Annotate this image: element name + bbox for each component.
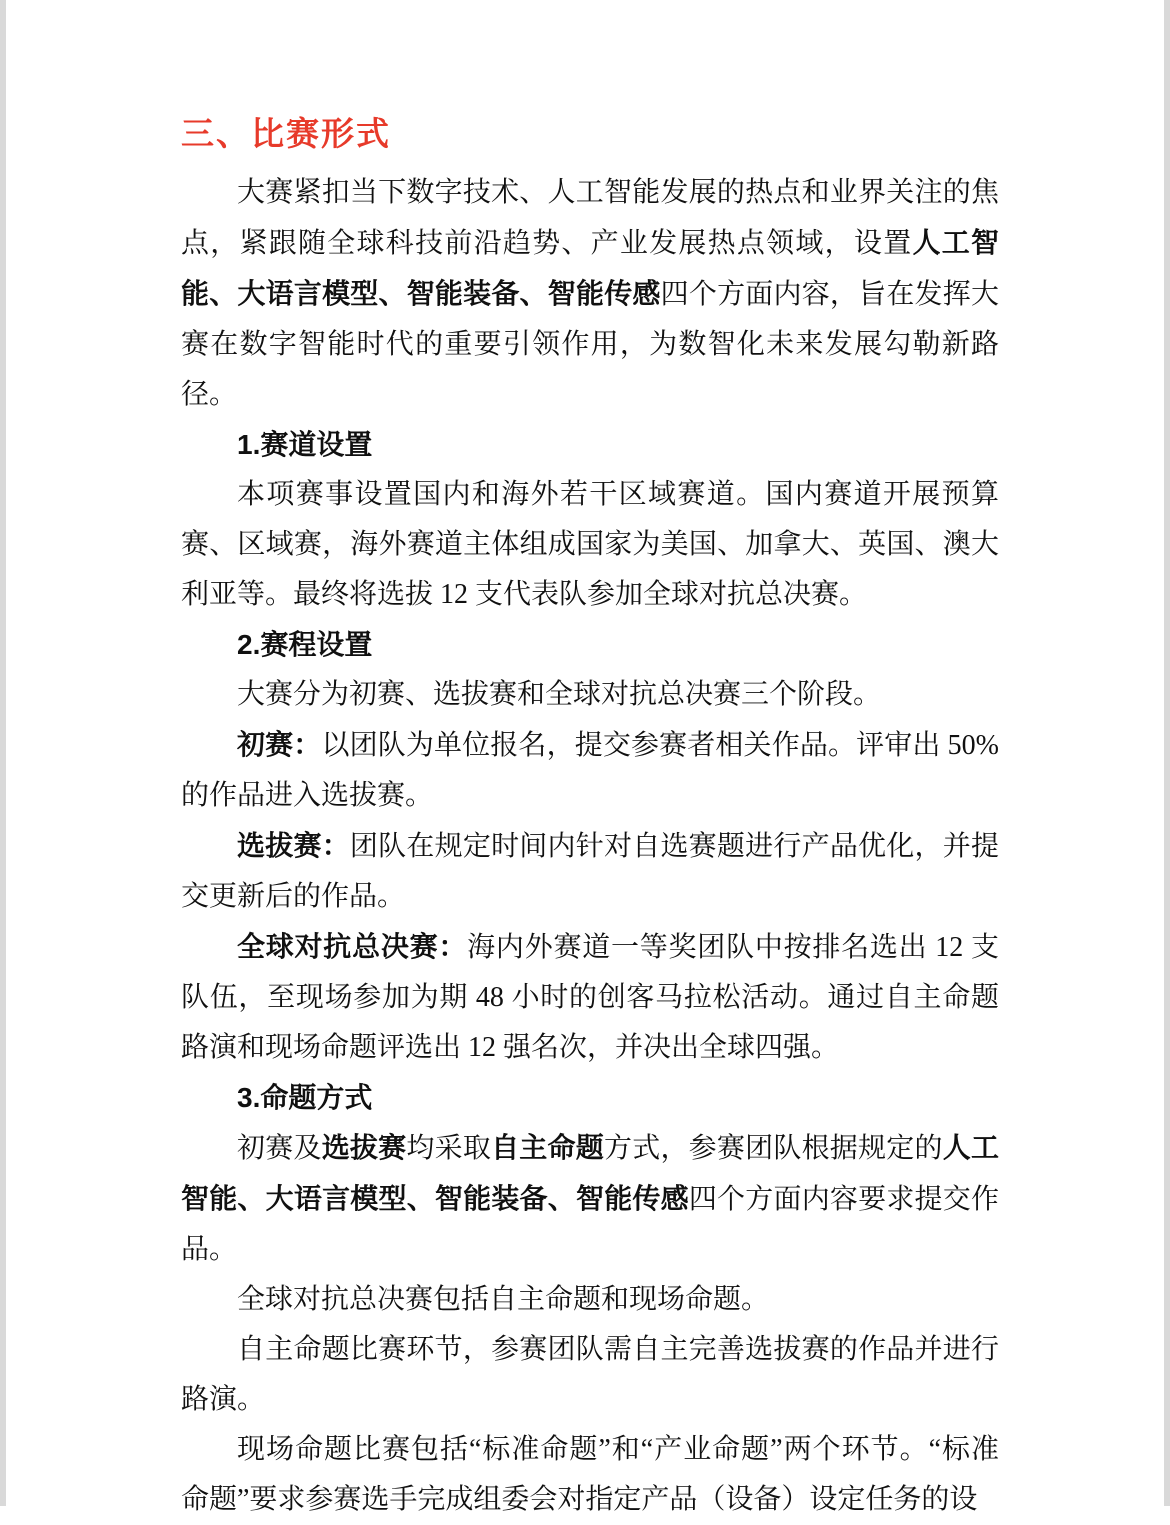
text-run: 2.赛程设置 — [237, 629, 373, 660]
text-run: 方式，参赛团队根据规定的 — [603, 1133, 943, 1164]
page-right-edge — [1164, 0, 1170, 1506]
text-run: 1.赛道设置 — [237, 429, 373, 460]
text-run: 海内外赛道一等奖团队中按排名选出 12 支队伍，至现场参加为期 48 小时的创客马拉松活动。通过自主命题路演和现场命题评选出 12 强名次，并决出全球四强。 — [181, 932, 999, 1063]
text-run: 团队在规定时间内针对自选赛题进行产品优化，并提交更新后的作品。 — [181, 831, 999, 912]
page-left-edge — [0, 0, 6, 1506]
text-run: 四个方面内容，旨在发挥大赛在数字智能时代的重要引领作用，为数智化未来发展勾勒新路径。 — [181, 279, 999, 410]
text-run: 现场命题比赛包括“标准命题”和“产业命题”两个环节。“标准命题”要求参赛选手完成组委会对指定产品（设备）设定任务的设 — [181, 1434, 999, 1515]
text-run: 全球对抗总决赛： — [237, 931, 468, 962]
text-run: 均采取 — [406, 1133, 492, 1164]
text-run: 自主命题 — [491, 1132, 604, 1163]
paragraph — [181, 1123, 999, 1275]
paragraph — [181, 720, 999, 821]
text-run: 人工智能、大语言模型、智能装备、智能传感 — [181, 227, 999, 309]
document-page — [181, 108, 999, 1525]
subheading — [181, 420, 999, 470]
paragraph — [181, 1425, 999, 1525]
paragraph — [181, 670, 999, 720]
paragraph — [181, 1325, 999, 1425]
paragraph — [181, 1275, 999, 1325]
text-run: 初赛及 — [237, 1133, 322, 1164]
text-run: 四个方面内容要求提交作品。 — [181, 1184, 999, 1265]
text-run: 选拔赛： — [237, 830, 350, 861]
paragraph — [181, 821, 999, 922]
text-run: 以团队为单位报名，提交参赛者相关作品。评审出 50%的作品进入选拔赛。 — [181, 730, 999, 811]
subheading — [181, 620, 999, 670]
paragraph-container — [181, 168, 999, 1525]
paragraph — [181, 922, 999, 1073]
text-run: 全球对抗总决赛包括自主命题和现场命题。 — [237, 1284, 770, 1315]
section-heading: 三、比赛形式 — [181, 115, 391, 152]
subheading — [181, 1073, 999, 1123]
text-run: 大赛分为初赛、选拔赛和全球对抗总决赛三个阶段。 — [237, 679, 882, 710]
text-run: 自主命题比赛环节，参赛团队需自主完善选拔赛的作品并进行路演。 — [181, 1334, 999, 1415]
text-run: 3.命题方式 — [237, 1082, 373, 1113]
paragraph — [181, 470, 999, 620]
text-run: 人工智能、大语言模型、智能装备、智能传感 — [181, 1132, 999, 1214]
text-run: 大赛紧扣当下数字技术、人工智能发展的热点和业界关注的焦点，紧跟随全球科技前沿趋势、产业发展热点领域，设置 — [181, 177, 999, 259]
text-run: 本项赛事设置国内和海外若干区域赛道。国内赛道开展预算赛、区域赛，海外赛道主体组成国家为美国、加拿大、英国、澳大利亚等。最终将选拔 12 支代表队参加全球对抗总决赛。 — [181, 479, 999, 610]
paragraph — [181, 168, 999, 420]
text-run: 选拔赛 — [321, 1132, 407, 1163]
text-run: 初赛： — [237, 729, 322, 760]
